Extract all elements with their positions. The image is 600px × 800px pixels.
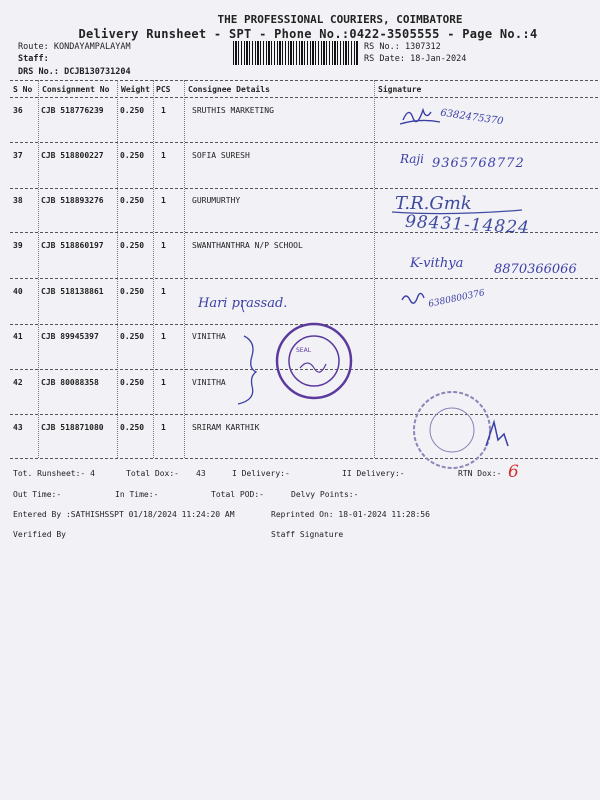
- name-stroke: [242, 300, 244, 312]
- out-time-label: Out Time:-: [13, 490, 62, 499]
- ii-delivery-label: II Delivery:-: [342, 469, 405, 478]
- entered-by: Entered By :SATHISHSSPT 01/18/2024 11:24:20 AM: [13, 510, 235, 519]
- row-consignee: GURUMURTHY: [192, 196, 241, 205]
- rs-date-label: RS Date:: [364, 54, 405, 64]
- col-header-signature: Signature: [378, 85, 422, 94]
- row-weight: 0.250: [120, 241, 145, 250]
- row-consignee: SRUTHIS MARKETING: [192, 106, 274, 115]
- row-pcs: 1: [161, 151, 166, 160]
- signature-scribble-row40: [402, 293, 424, 303]
- row-weight: 0.250: [120, 378, 145, 387]
- row-consignee: SOFIA SURESH: [192, 151, 250, 160]
- row-consignee: SWANTHANTHRA N/P SCHOOL: [192, 241, 303, 250]
- staff-label: Staff:: [18, 54, 49, 64]
- reprinted-on: Reprinted On: 18-01-2024 11:28:56: [271, 510, 430, 519]
- signature-underline-row38: [392, 210, 522, 214]
- row-weight: 0.250: [120, 332, 145, 341]
- handwritten-name-row40: Hari prassad.: [198, 296, 288, 311]
- rtn-dox-handwritten-value: 6: [508, 462, 519, 482]
- total-pod-label: Total POD:-: [211, 490, 264, 499]
- row-sno: 40: [13, 287, 23, 296]
- row-sno: 37: [13, 151, 23, 160]
- handwritten-name-row39: K-vithya: [410, 256, 464, 271]
- handwritten-name-row37: Raji: [400, 152, 425, 166]
- row-sno: 43: [13, 423, 23, 432]
- row-consignee: VINITHA: [192, 378, 226, 387]
- i-delivery-label: I Delivery:-: [232, 469, 290, 478]
- col-header-consignment: Consignment No: [42, 85, 110, 94]
- row-consignment: CJB 518893276: [41, 196, 104, 205]
- total-dox-label: Total Dox:-: [126, 469, 179, 478]
- faint-round-stamp: [414, 392, 490, 468]
- row-pcs: 1: [161, 332, 166, 341]
- in-time-label: In Time:-: [115, 490, 159, 499]
- handwritten-name-row38: T.R.Gmk: [395, 193, 472, 214]
- drs-value: DCJB130731204: [64, 67, 131, 77]
- runsheet-subtitle: Delivery Runsheet - SPT - Phone No.:0422-3505555 - Page No.:4: [78, 27, 538, 41]
- company-title: THE PROFESSIONAL COURIERS, COIMBATORE: [217, 13, 463, 26]
- row-pcs: 1: [161, 423, 166, 432]
- handwritten-phone-row38: 98431-14824: [404, 211, 531, 239]
- row-pcs: 1: [161, 196, 166, 205]
- rs-date-value: 18-Jan-2024: [410, 54, 467, 64]
- rs-no-label: RS No.:: [364, 42, 400, 52]
- row-sno: 38: [13, 196, 23, 205]
- rs-no-value: 1307312: [404, 42, 441, 52]
- row-consignment: CJB 80088358: [41, 378, 99, 387]
- col-header-consignee: Consignee Details: [188, 85, 270, 94]
- col-header-weight: Weight: [121, 85, 150, 94]
- row-consignment: CJB 518860197: [41, 241, 104, 250]
- institution-stamp: [277, 324, 351, 398]
- row-consignment: CJB 518138861: [41, 287, 104, 296]
- total-dox-value: 43: [196, 469, 206, 478]
- staff-signature: Staff Signature: [271, 530, 344, 539]
- row-sno: 36: [13, 106, 23, 115]
- route-label: Route:: [18, 42, 49, 52]
- route-value: KONDAYAMPALAYAM: [53, 42, 131, 52]
- row-pcs: 1: [161, 287, 166, 296]
- row-weight: 0.250: [120, 287, 145, 296]
- row-consignee: VINITHA: [192, 332, 226, 341]
- row-weight: 0.250: [120, 151, 145, 160]
- row-consignment: CJB 518776239: [41, 106, 104, 115]
- row-pcs: 1: [161, 106, 166, 115]
- row-consignment: CJB 518800227: [41, 151, 104, 160]
- curly-brace-mark: [238, 336, 256, 404]
- verified-by: Verified By: [13, 530, 66, 539]
- row-sno: 42: [13, 378, 23, 387]
- row-pcs: 1: [161, 378, 166, 387]
- row-weight: 0.250: [120, 106, 145, 115]
- signature-scribble-row43: [486, 422, 508, 446]
- tot-runsheet: Tot. Runsheet:- 4: [13, 469, 95, 478]
- row-weight: 0.250: [120, 196, 145, 205]
- row-consignee: SRIRAM KARTHIK: [192, 423, 260, 432]
- signature-scribble-row36: [400, 110, 440, 124]
- handwritten-phone-row36: 6382475370: [439, 107, 505, 128]
- row-consignment: CJB 89945397: [41, 332, 99, 341]
- row-sno: 41: [13, 332, 23, 341]
- drs-label: DRS No.:: [18, 67, 59, 77]
- handwritten-phone-row39: 8870366066: [494, 262, 577, 277]
- row-consignment: CJB 518871080: [41, 423, 104, 432]
- delvy-points-label: Delvy Points:-: [291, 490, 359, 499]
- row-weight: 0.250: [120, 423, 145, 432]
- row-sno: 39: [13, 241, 23, 250]
- handwritten-phone-row40: 6380800376: [427, 288, 486, 310]
- col-header-pcs: PCS: [156, 85, 171, 94]
- svg-text:SEAL: SEAL: [296, 347, 312, 354]
- handwritten-phone-row37: 9365768772: [432, 156, 525, 171]
- row-pcs: 1: [161, 241, 166, 250]
- rtn-dox-label: RTN Dox:-: [458, 469, 502, 478]
- col-header-sno: S No: [13, 85, 33, 94]
